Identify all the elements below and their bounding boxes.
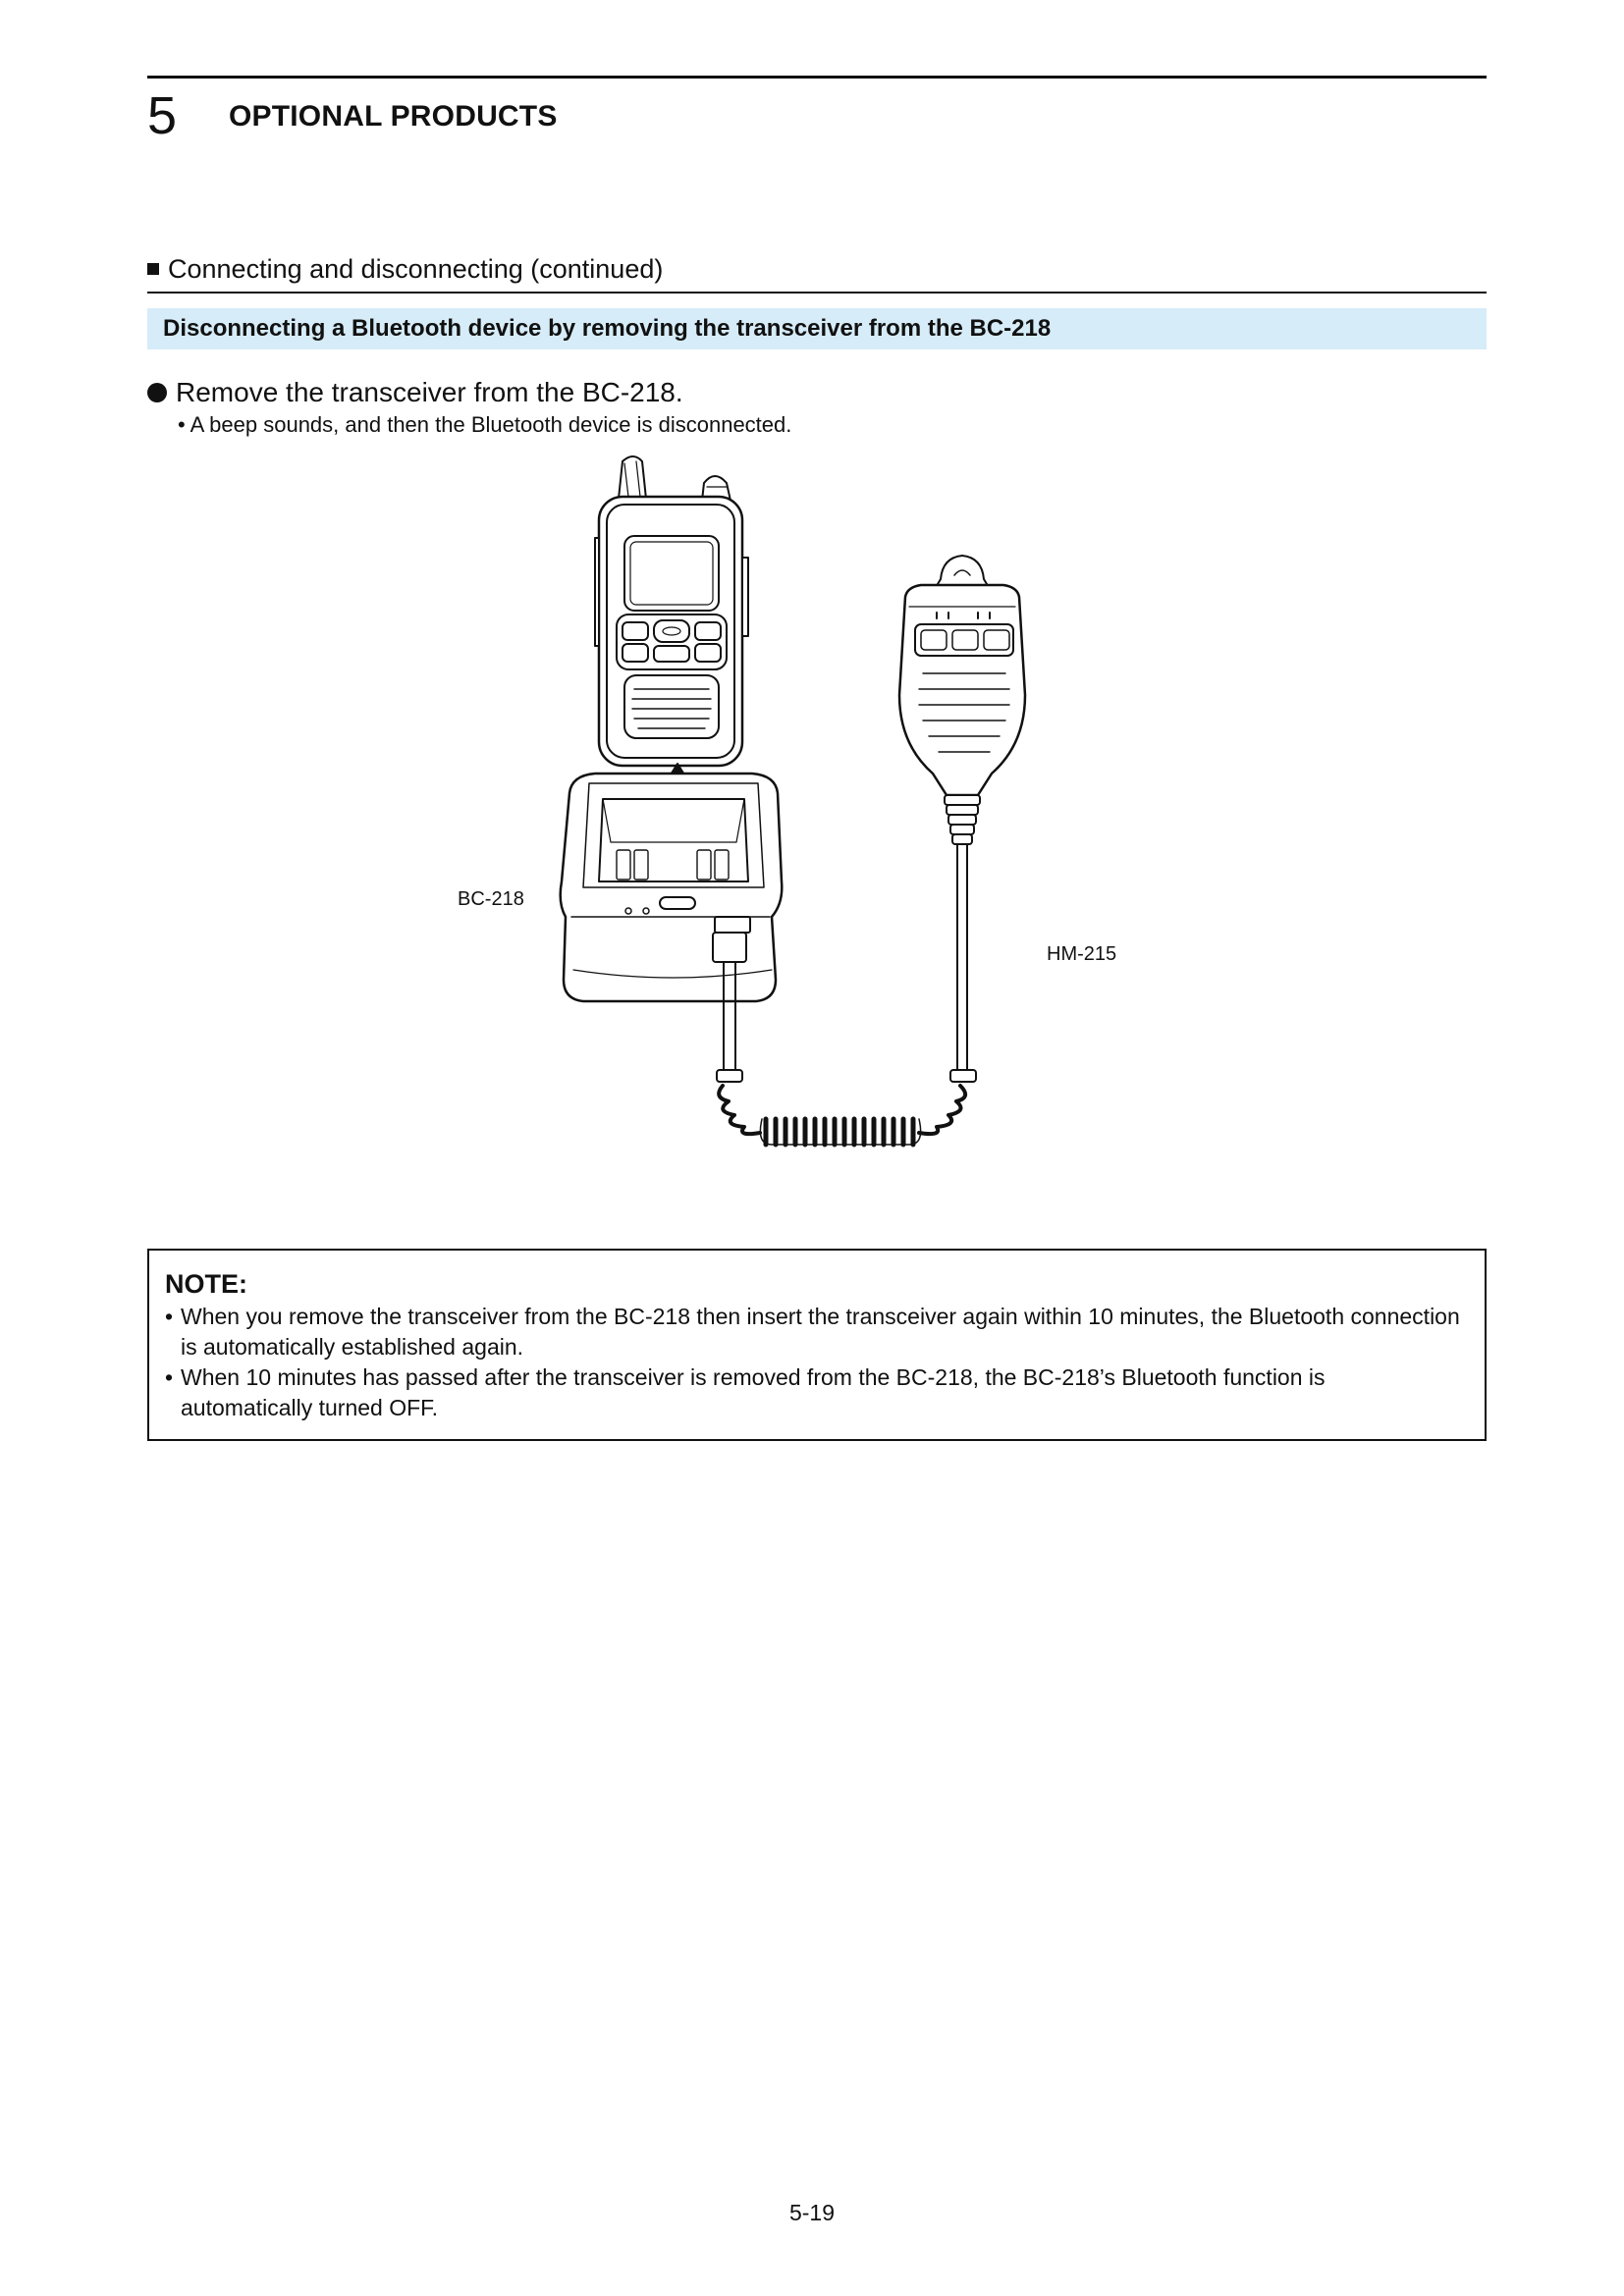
note-item (165, 1302, 1461, 1362)
microphone-drawing (899, 556, 1025, 844)
charger-drawing (561, 774, 783, 1001)
note-title: NOTE: (165, 1269, 247, 1299)
section-heading-text: Connecting and disconnecting (continued) (168, 254, 664, 284)
subsection-title: Disconnecting a Bluetooth device by removing the transceiver from the BC-218 (163, 315, 1052, 342)
substep-text: • A beep sounds, and then the Bluetooth device is disconnected. (178, 412, 792, 437)
bullet-icon: • (165, 1364, 174, 1390)
connection-illustration (432, 450, 1178, 1176)
transceiver-drawing (595, 456, 748, 766)
square-bullet-icon (147, 263, 159, 275)
page-number: 5-19 (788, 2200, 836, 2225)
bullet-icon: • (165, 1304, 174, 1329)
header-rule (147, 76, 1487, 79)
step-text: Remove the transceiver from the BC-218. (176, 377, 683, 407)
note-item-text: When 10 minutes has passed after the transceiver is removed from the BC-218, the BC-218’s Bluetooth function is automatically turned OFF. (181, 1364, 1326, 1420)
note-item-text: When you remove the transceiver from the BC-218 then insert the transceiver again within 10 minutes, the Bluetooth connection is automatically established again. (181, 1304, 1460, 1360)
chapter-title: OPTIONAL PRODUCTS (229, 100, 558, 133)
section-heading (147, 253, 663, 285)
section-rule (147, 292, 1487, 294)
microphone-label: HM-215 (1047, 943, 1117, 965)
charger-label: BC-218 (458, 888, 524, 910)
note-item (165, 1362, 1461, 1423)
step-bullet-icon (147, 383, 167, 402)
chapter-number: 5 (147, 86, 178, 145)
